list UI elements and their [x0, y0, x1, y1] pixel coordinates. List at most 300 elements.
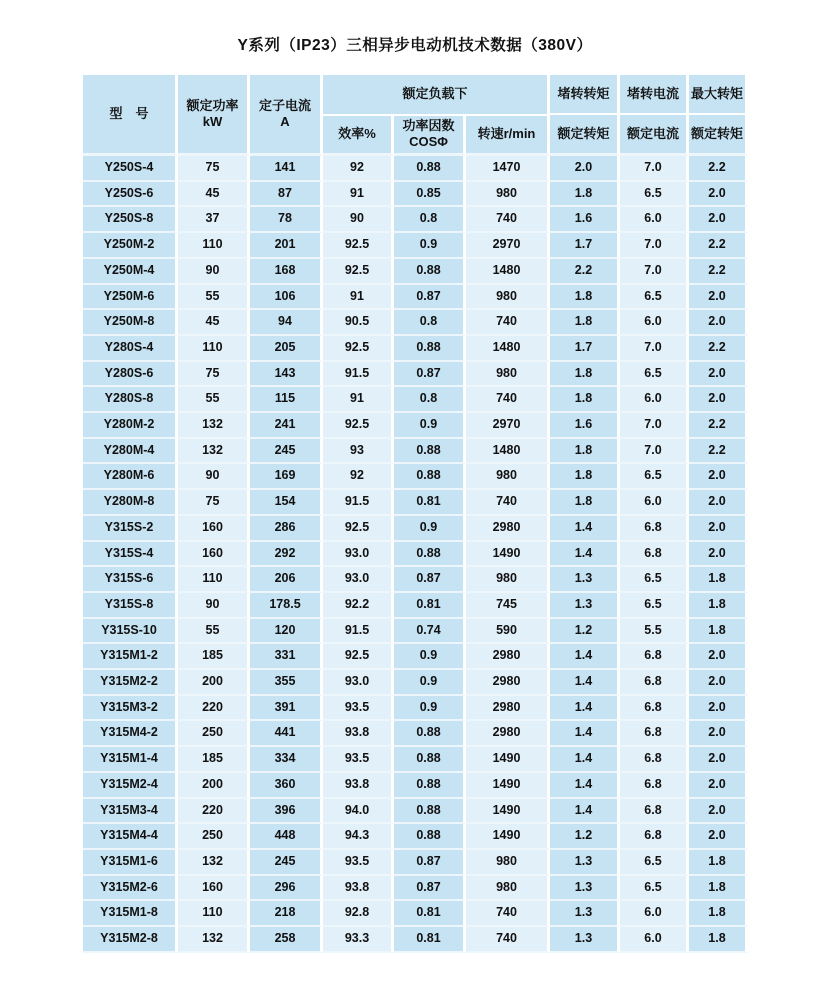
value-cell: 110 — [178, 901, 250, 927]
header-power-factor — [394, 116, 466, 157]
value-cell: 160 — [178, 516, 250, 542]
value-cell: 980 — [466, 464, 550, 490]
value-cell: 1490 — [466, 747, 550, 773]
value-cell: 169 — [250, 464, 323, 490]
value-cell: 93.8 — [323, 721, 394, 747]
value-cell: 106 — [250, 285, 323, 311]
model-cell: Y315M2-4 — [83, 773, 178, 799]
value-cell: 92 — [323, 464, 394, 490]
value-cell: 980 — [466, 567, 550, 593]
value-cell: 2.0 — [689, 490, 748, 516]
value-cell: 6.8 — [620, 696, 689, 722]
value-cell: 2970 — [466, 413, 550, 439]
table-row — [83, 362, 748, 388]
value-cell: 0.74 — [394, 619, 466, 645]
model-cell: Y315S-4 — [83, 542, 178, 568]
value-cell: 2.0 — [550, 156, 620, 182]
model-cell: Y315S-10 — [83, 619, 178, 645]
value-cell: 2.0 — [689, 542, 748, 568]
value-cell: 2.0 — [689, 799, 748, 825]
value-cell: 1.3 — [550, 593, 620, 619]
value-cell: 2.0 — [689, 773, 748, 799]
model-cell: Y280S-6 — [83, 362, 178, 388]
model-cell: Y280S-8 — [83, 387, 178, 413]
value-cell: 160 — [178, 876, 250, 902]
value-cell: 5.5 — [620, 619, 689, 645]
value-cell: 2.0 — [689, 824, 748, 850]
value-cell: 154 — [250, 490, 323, 516]
value-cell: 6.5 — [620, 850, 689, 876]
value-cell: 286 — [250, 516, 323, 542]
value-cell: 250 — [178, 824, 250, 850]
table-row — [83, 593, 748, 619]
value-cell: 93.8 — [323, 773, 394, 799]
value-cell: 92.8 — [323, 901, 394, 927]
value-cell: 92.5 — [323, 259, 394, 285]
model-cell: Y315M1-8 — [83, 901, 178, 927]
value-cell: 590 — [466, 619, 550, 645]
table-row — [83, 670, 748, 696]
value-cell: 245 — [250, 850, 323, 876]
header-locked-rotor-current-denominator: 额定电流 — [620, 113, 686, 153]
value-cell: 90 — [323, 207, 394, 233]
value-cell: 740 — [466, 207, 550, 233]
value-cell: 220 — [178, 799, 250, 825]
value-cell: 0.88 — [394, 747, 466, 773]
value-cell: 55 — [178, 387, 250, 413]
value-cell: 2.0 — [689, 182, 748, 208]
value-cell: 441 — [250, 721, 323, 747]
value-cell: 6.5 — [620, 182, 689, 208]
value-cell: 1.4 — [550, 516, 620, 542]
table-row — [83, 773, 748, 799]
table-row — [83, 644, 748, 670]
header-model: 型 号 — [83, 75, 178, 156]
header-locked-rotor-current-numerator: 堵转电流 — [626, 86, 679, 101]
value-cell: 0.9 — [394, 696, 466, 722]
header-stator-current-label: 定子电流 — [258, 97, 311, 113]
value-cell: 1.6 — [550, 207, 620, 233]
value-cell: 745 — [466, 593, 550, 619]
value-cell: 143 — [250, 362, 323, 388]
value-cell: 2.2 — [689, 233, 748, 259]
value-cell: 7.0 — [620, 336, 689, 362]
value-cell: 250 — [178, 721, 250, 747]
value-cell: 0.81 — [394, 593, 466, 619]
value-cell: 185 — [178, 747, 250, 773]
model-cell: Y250S-4 — [83, 156, 178, 182]
value-cell: 6.8 — [620, 516, 689, 542]
value-cell: 2980 — [466, 516, 550, 542]
header-rated-power — [178, 75, 250, 156]
value-cell: 6.8 — [620, 799, 689, 825]
value-cell: 132 — [178, 413, 250, 439]
value-cell: 0.8 — [394, 207, 466, 233]
value-cell: 2.0 — [689, 464, 748, 490]
model-cell: Y250M-8 — [83, 310, 178, 336]
value-cell: 218 — [250, 901, 323, 927]
value-cell: 1.8 — [689, 927, 748, 953]
value-cell: 0.87 — [394, 850, 466, 876]
value-cell: 0.81 — [394, 927, 466, 953]
table-row — [83, 567, 748, 593]
value-cell: 980 — [466, 876, 550, 902]
table-row — [83, 310, 748, 336]
table-row — [83, 619, 748, 645]
value-cell: 1.3 — [550, 567, 620, 593]
header-stator-current — [250, 75, 323, 156]
value-cell: 1.8 — [550, 490, 620, 516]
table-header — [83, 75, 748, 156]
value-cell: 2980 — [466, 696, 550, 722]
value-cell: 740 — [466, 490, 550, 516]
table-row — [83, 824, 748, 850]
header-locked-rotor-torque-denominator: 额定转矩 — [550, 113, 617, 153]
value-cell: 115 — [250, 387, 323, 413]
value-cell: 1.8 — [550, 182, 620, 208]
value-cell: 92.5 — [323, 644, 394, 670]
value-cell: 92.5 — [323, 516, 394, 542]
value-cell: 110 — [178, 336, 250, 362]
value-cell: 91 — [323, 285, 394, 311]
table-row — [83, 927, 748, 953]
model-cell: Y250M-2 — [83, 233, 178, 259]
table-row — [83, 799, 748, 825]
value-cell: 980 — [466, 285, 550, 311]
value-cell: 2980 — [466, 721, 550, 747]
value-cell: 201 — [250, 233, 323, 259]
model-cell: Y280M-6 — [83, 464, 178, 490]
table-row — [83, 387, 748, 413]
value-cell: 90 — [178, 259, 250, 285]
value-cell: 1490 — [466, 824, 550, 850]
header-stator-current-unit: A — [280, 114, 290, 129]
value-cell: 93.5 — [323, 747, 394, 773]
model-cell: Y250M-6 — [83, 285, 178, 311]
value-cell: 160 — [178, 542, 250, 568]
value-cell: 2980 — [466, 644, 550, 670]
value-cell: 0.81 — [394, 490, 466, 516]
value-cell: 6.8 — [620, 773, 689, 799]
value-cell: 1.4 — [550, 670, 620, 696]
value-cell: 6.5 — [620, 362, 689, 388]
value-cell: 6.8 — [620, 824, 689, 850]
value-cell: 6.5 — [620, 464, 689, 490]
value-cell: 1.4 — [550, 773, 620, 799]
value-cell: 93.0 — [323, 542, 394, 568]
value-cell: 1.8 — [550, 464, 620, 490]
value-cell: 206 — [250, 567, 323, 593]
value-cell: 0.88 — [394, 156, 466, 182]
value-cell: 2.0 — [689, 721, 748, 747]
value-cell: 448 — [250, 824, 323, 850]
table-row — [83, 285, 748, 311]
value-cell: 6.5 — [620, 876, 689, 902]
table-row — [83, 516, 748, 542]
value-cell: 2.0 — [689, 644, 748, 670]
value-cell: 7.0 — [620, 233, 689, 259]
value-cell: 241 — [250, 413, 323, 439]
value-cell: 94.0 — [323, 799, 394, 825]
value-cell: 200 — [178, 670, 250, 696]
value-cell: 2.0 — [689, 285, 748, 311]
motor-data-table — [83, 75, 748, 953]
table-row — [83, 156, 748, 182]
value-cell: 90 — [178, 593, 250, 619]
value-cell: 2.0 — [689, 747, 748, 773]
value-cell: 45 — [178, 182, 250, 208]
value-cell: 1.7 — [550, 233, 620, 259]
value-cell: 220 — [178, 696, 250, 722]
value-cell: 75 — [178, 362, 250, 388]
value-cell: 93.0 — [323, 670, 394, 696]
model-cell: Y315S-2 — [83, 516, 178, 542]
value-cell: 0.88 — [394, 799, 466, 825]
table-row — [83, 182, 748, 208]
header-efficiency: 效率% — [323, 116, 394, 157]
value-cell: 92 — [323, 156, 394, 182]
value-cell: 1.8 — [689, 901, 748, 927]
value-cell: 2.2 — [689, 439, 748, 465]
value-cell: 132 — [178, 927, 250, 953]
value-cell: 1.8 — [550, 387, 620, 413]
value-cell: 91 — [323, 387, 394, 413]
value-cell: 1.4 — [550, 696, 620, 722]
header-rated-power-label: 额定功率 — [186, 97, 239, 113]
value-cell: 91.5 — [323, 619, 394, 645]
header-rated-load-group: 额定负载下 — [323, 75, 550, 116]
value-cell: 0.9 — [394, 233, 466, 259]
header-power-factor-label: 功率因数 — [402, 118, 455, 133]
value-cell: 93.3 — [323, 927, 394, 953]
value-cell: 1.2 — [550, 619, 620, 645]
value-cell: 110 — [178, 233, 250, 259]
model-cell: Y280M-4 — [83, 439, 178, 465]
model-cell: Y315M2-2 — [83, 670, 178, 696]
value-cell: 91.5 — [323, 490, 394, 516]
header-locked-rotor-current — [620, 75, 689, 156]
value-cell: 120 — [250, 619, 323, 645]
value-cell: 93.8 — [323, 876, 394, 902]
value-cell: 0.88 — [394, 259, 466, 285]
value-cell: 0.87 — [394, 285, 466, 311]
value-cell: 132 — [178, 850, 250, 876]
value-cell: 0.88 — [394, 542, 466, 568]
value-cell: 6.0 — [620, 207, 689, 233]
value-cell: 1.4 — [550, 644, 620, 670]
value-cell: 6.8 — [620, 747, 689, 773]
table-row — [83, 259, 748, 285]
value-cell: 1480 — [466, 259, 550, 285]
value-cell: 6.5 — [620, 593, 689, 619]
value-cell: 91.5 — [323, 362, 394, 388]
table-row — [83, 696, 748, 722]
value-cell: 6.0 — [620, 310, 689, 336]
value-cell: 0.88 — [394, 336, 466, 362]
value-cell: 360 — [250, 773, 323, 799]
value-cell: 1.8 — [689, 876, 748, 902]
value-cell: 0.87 — [394, 876, 466, 902]
value-cell: 1.8 — [550, 285, 620, 311]
value-cell: 92.2 — [323, 593, 394, 619]
value-cell: 292 — [250, 542, 323, 568]
value-cell: 1.8 — [689, 567, 748, 593]
value-cell: 1.8 — [550, 362, 620, 388]
value-cell: 1.2 — [550, 824, 620, 850]
model-cell: Y315M1-6 — [83, 850, 178, 876]
value-cell: 2.0 — [689, 670, 748, 696]
value-cell: 1.3 — [550, 927, 620, 953]
value-cell: 2.2 — [689, 156, 748, 182]
value-cell: 141 — [250, 156, 323, 182]
value-cell: 980 — [466, 182, 550, 208]
value-cell: 0.87 — [394, 567, 466, 593]
table-row — [83, 850, 748, 876]
value-cell: 1.4 — [550, 542, 620, 568]
value-cell: 1.8 — [689, 850, 748, 876]
value-cell: 0.88 — [394, 464, 466, 490]
value-cell: 1490 — [466, 542, 550, 568]
value-cell: 1490 — [466, 773, 550, 799]
value-cell: 0.88 — [394, 721, 466, 747]
value-cell: 6.8 — [620, 644, 689, 670]
value-cell: 1.8 — [550, 439, 620, 465]
value-cell: 296 — [250, 876, 323, 902]
value-cell: 6.8 — [620, 721, 689, 747]
value-cell: 396 — [250, 799, 323, 825]
value-cell: 1.4 — [550, 747, 620, 773]
model-cell: Y250S-6 — [83, 182, 178, 208]
model-cell: Y250M-4 — [83, 259, 178, 285]
model-cell: Y315M2-6 — [83, 876, 178, 902]
value-cell: 94.3 — [323, 824, 394, 850]
value-cell: 2.0 — [689, 387, 748, 413]
value-cell: 6.0 — [620, 901, 689, 927]
value-cell: 0.9 — [394, 413, 466, 439]
value-cell: 740 — [466, 387, 550, 413]
header-speed: 转速r/min — [466, 116, 550, 157]
model-cell: Y315S-6 — [83, 567, 178, 593]
value-cell: 1480 — [466, 336, 550, 362]
value-cell: 55 — [178, 285, 250, 311]
header-max-torque-denominator: 额定转矩 — [689, 113, 745, 153]
value-cell: 980 — [466, 362, 550, 388]
value-cell: 78 — [250, 207, 323, 233]
value-cell: 1490 — [466, 799, 550, 825]
value-cell: 2.0 — [689, 362, 748, 388]
model-cell: Y315S-8 — [83, 593, 178, 619]
model-cell: Y315M4-2 — [83, 721, 178, 747]
value-cell: 2.2 — [689, 336, 748, 362]
value-cell: 0.88 — [394, 773, 466, 799]
value-cell: 132 — [178, 439, 250, 465]
value-cell: 0.85 — [394, 182, 466, 208]
model-cell: Y315M1-4 — [83, 747, 178, 773]
table-row — [83, 336, 748, 362]
value-cell: 1.6 — [550, 413, 620, 439]
model-cell: Y315M3-4 — [83, 799, 178, 825]
table-row — [83, 747, 748, 773]
value-cell: 355 — [250, 670, 323, 696]
table-row — [83, 721, 748, 747]
table-row — [83, 207, 748, 233]
page-title: Y系列（IP23）三相异步电动机技术数据（380V） — [237, 37, 593, 54]
table-row — [83, 542, 748, 568]
header-max-torque — [689, 75, 748, 156]
value-cell: 94 — [250, 310, 323, 336]
value-cell: 1.8 — [689, 593, 748, 619]
value-cell: 75 — [178, 490, 250, 516]
value-cell: 0.81 — [394, 901, 466, 927]
value-cell: 2970 — [466, 233, 550, 259]
table-row — [83, 901, 748, 927]
value-cell: 6.5 — [620, 567, 689, 593]
value-cell: 2.2 — [689, 259, 748, 285]
value-cell: 0.87 — [394, 362, 466, 388]
value-cell: 1480 — [466, 439, 550, 465]
value-cell: 0.8 — [394, 387, 466, 413]
value-cell: 0.9 — [394, 670, 466, 696]
value-cell: 7.0 — [620, 156, 689, 182]
value-cell: 91 — [323, 182, 394, 208]
value-cell: 185 — [178, 644, 250, 670]
value-cell: 1.8 — [689, 619, 748, 645]
value-cell: 1.3 — [550, 876, 620, 902]
model-cell: Y280S-4 — [83, 336, 178, 362]
value-cell: 7.0 — [620, 439, 689, 465]
table-row — [83, 490, 748, 516]
value-cell: 740 — [466, 927, 550, 953]
value-cell: 6.5 — [620, 285, 689, 311]
value-cell: 0.88 — [394, 824, 466, 850]
value-cell: 2.0 — [689, 516, 748, 542]
value-cell: 0.8 — [394, 310, 466, 336]
value-cell: 980 — [466, 850, 550, 876]
value-cell: 168 — [250, 259, 323, 285]
model-cell: Y315M1-2 — [83, 644, 178, 670]
value-cell: 0.9 — [394, 644, 466, 670]
value-cell: 45 — [178, 310, 250, 336]
value-cell: 740 — [466, 901, 550, 927]
value-cell: 2.0 — [689, 207, 748, 233]
value-cell: 92.5 — [323, 233, 394, 259]
value-cell: 2.2 — [689, 413, 748, 439]
value-cell: 2980 — [466, 670, 550, 696]
header-locked-rotor-torque — [550, 75, 620, 156]
model-cell: Y315M4-4 — [83, 824, 178, 850]
value-cell: 2.0 — [689, 310, 748, 336]
value-cell: 37 — [178, 207, 250, 233]
value-cell: 331 — [250, 644, 323, 670]
model-cell: Y280M-2 — [83, 413, 178, 439]
value-cell: 92.5 — [323, 413, 394, 439]
value-cell: 2.0 — [689, 696, 748, 722]
value-cell: 1.4 — [550, 721, 620, 747]
value-cell: 6.8 — [620, 670, 689, 696]
value-cell: 1.3 — [550, 850, 620, 876]
header-locked-rotor-torque-numerator: 堵转转矩 — [557, 86, 610, 101]
value-cell: 7.0 — [620, 413, 689, 439]
model-cell: Y280M-8 — [83, 490, 178, 516]
table-row — [83, 233, 748, 259]
value-cell: 0.9 — [394, 516, 466, 542]
value-cell: 1.4 — [550, 799, 620, 825]
value-cell: 6.0 — [620, 927, 689, 953]
value-cell: 75 — [178, 156, 250, 182]
value-cell: 178.5 — [250, 593, 323, 619]
value-cell: 110 — [178, 567, 250, 593]
value-cell: 740 — [466, 310, 550, 336]
